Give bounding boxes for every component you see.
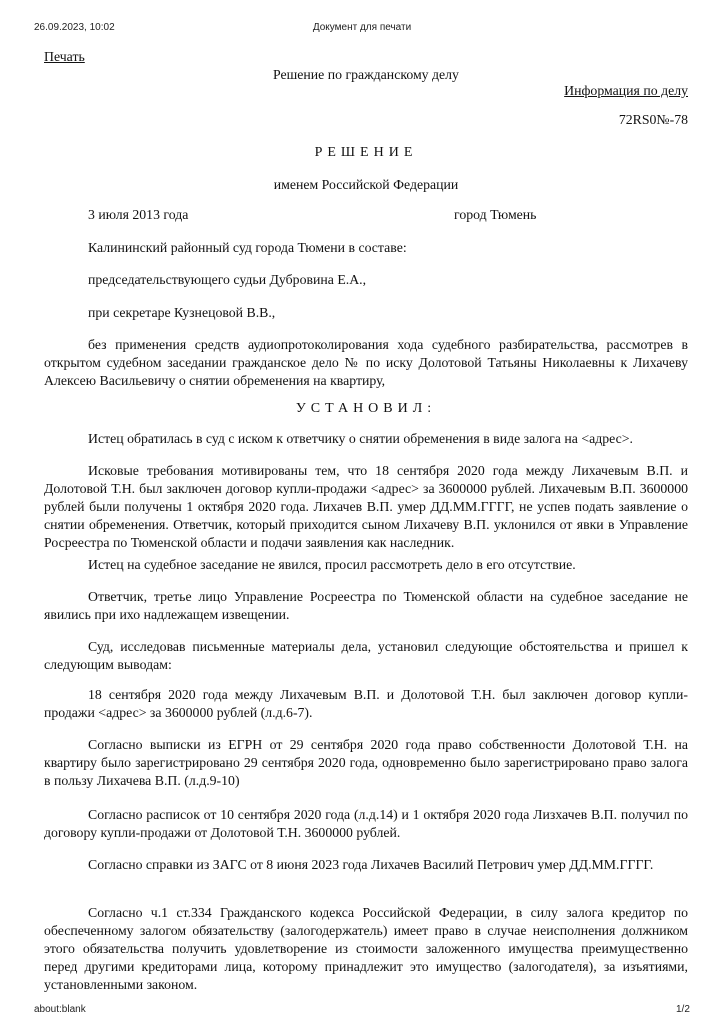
page-number: 1/2 (676, 1004, 690, 1015)
decision-date: 3 июля 2013 года (88, 207, 189, 222)
judge-line: председательствующего судьи Дубровина Е.А., (88, 272, 367, 287)
intro-paragraph: без применения средств аудиопротоколирования хода судебного разбирательства, рассмотрев в открытом судебном заседании гражданское дело № по иску Долотовой Татьяны Николаевны к Лихачеву Алексею Васильевичу о снятии обременения на квартиру, (44, 337, 688, 388)
paragraph-1: Истец обратилась в суд с иском к ответчику о снятии обременения в виде залога на <адрес>. (88, 431, 633, 446)
decision-city: город Тюмень (454, 207, 537, 222)
established-heading: УСТАНОВИЛ: (295, 401, 437, 416)
paragraph-9: Согласно справки из ЗАГС от 8 июня 2023 года Лихачев Василий Петрович умер ДД.ММ.ГГГГ. (88, 857, 654, 872)
paragraph-6: 18 сентября 2020 года между Лихачевым В.П. и Долотовой Т.Н. был заключен договор купли-продажи <адрес> за 3600000 рублей (л.д.6-7). (44, 687, 688, 720)
court-composition: Калининский районный суд города Тюмени в составе: (88, 240, 407, 255)
print-link[interactable]: Печать (44, 49, 85, 64)
paragraph-10: Согласно ч.1 ст.334 Гражданского кодекса Российской Федерации, в силу залога кредитор по обеспеченному залогом обязательству (залогодержатель) имеет право в случае неисполнения должником этого обязательства получить удовлетворение из стоимости заложенного имущества преимущественно перед другими кредиторами лица, которому принадлежит это имущество (залогодателя), за изъятиями, установленными законом. (44, 905, 688, 992)
case-code: 72RS0№-78 (618, 112, 688, 127)
document-title: РЕШЕНИЕ (314, 145, 418, 160)
paragraph-2: Исковые требования мотивированы тем, что 18 сентября 2020 года между Лихачевым В.П. и Долотовой Т.Н. был заключен договор купли-продажи <адрес> за 3600000 рублей. Лихачевым В.П. 3600000 рублей были получены 1 октября 2020 года. Лихачев В.П. умер ДД.ММ.ГГГГ, не успев подать заявление о снятии обременения. Ответчик, который приходится сыном Лихачеву В.П. уклонился от явки в Управление Росреестра по Тюменской области и подачи заявления как наследник. (44, 463, 688, 550)
footer-url: about:blank (34, 1004, 86, 1015)
paragraph-3: Истец на судебное заседание не явился, просил рассмотреть дело в его отсутствие. (88, 557, 576, 572)
paragraph-5: Суд, исследовав письменные материалы дела, установил следующие обстоятельства и пришел к следующим выводам: (44, 639, 688, 672)
print-caption: Документ для печати (312, 22, 412, 33)
case-info-link[interactable]: Информация по делу (564, 83, 688, 98)
print-datetime: 26.09.2023, 10:02 (34, 22, 115, 33)
page-heading: Решение по гражданскому делу (273, 67, 459, 82)
paragraph-8: Согласно расписок от 10 сентября 2020 года (л.д.14) и 1 октября 2020 года Лизхачев В.П. получил по договору купли-продажи от Долотовой Т.Н. 3600000 рублей. (44, 807, 688, 840)
document-subtitle: именем Российской Федерации (273, 177, 459, 192)
secretary-line: при секретаре Кузнецовой В.В., (88, 305, 276, 320)
paragraph-4: Ответчик, третье лицо Управление Росреестра по Тюменской области на судебное заседание не явились при ихо надлежащем извещении. (44, 589, 688, 622)
paragraph-7: Согласно выписки из ЕГРН от 29 сентября 2020 года право собственности Долотовой Т.Н. на квартиру было зарегистрировано 29 сентября 2020 года, одновременно было зарегистрировано право залога в пользу Лихачева В.П. (л.д.9-10) (44, 737, 688, 788)
